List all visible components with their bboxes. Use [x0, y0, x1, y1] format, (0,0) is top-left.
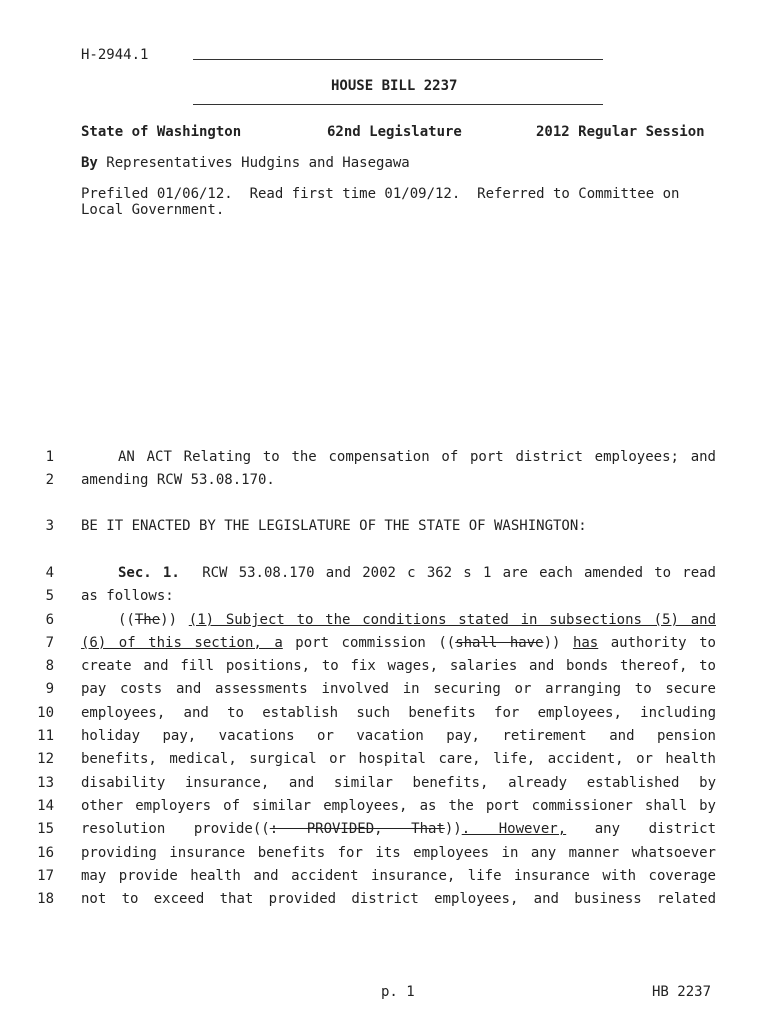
body-line: amending RCW 53.08.170. — [81, 472, 275, 488]
line-number: 15 — [37, 821, 54, 837]
body-line: pay costs and assessments involved in securing or arranging to secure — [81, 681, 716, 697]
legislature-label: 62nd Legislature — [327, 124, 462, 140]
body-line: benefits, medical, surgical or hospital care, life, accident, or health — [81, 751, 716, 767]
line-number: 1 — [45, 449, 54, 465]
by-label: By — [81, 155, 98, 171]
deleted-text: shall have — [455, 635, 544, 651]
bill-footer-id: HB 2237 — [652, 984, 712, 1000]
line-number: 18 — [37, 891, 54, 907]
body-line: may provide health and accident insurance, life insurance with coverage — [81, 868, 716, 884]
header-rule-bottom — [193, 104, 603, 105]
line-number: 5 — [45, 588, 54, 604]
body-line — [81, 635, 716, 651]
text-run: resolution provide(( — [81, 821, 270, 837]
line-number: 7 — [45, 635, 54, 651]
line-number: 10 — [37, 705, 54, 721]
inserted-text: . However, — [461, 821, 567, 837]
prefiled-line-1: Prefiled 01/06/12. Read first time 01/09/12. Referred to Committee on — [81, 186, 680, 202]
prefiled-line-2: Local Government. — [81, 202, 225, 218]
body-line: create and fill positions, to fix wages, salaries and bonds thereof, to — [81, 658, 716, 674]
page-number: p. 1 — [381, 984, 415, 1000]
session-label: 2012 Regular Session — [536, 124, 705, 140]
body-line: not to exceed that provided district employees, and business related — [81, 891, 716, 907]
state-label: State of Washington — [81, 124, 242, 140]
inserted-text: (6) of this section, a — [81, 635, 283, 651]
text-run: )) — [444, 821, 462, 837]
line-number: 6 — [45, 612, 54, 628]
line-number: 3 — [45, 518, 54, 534]
inserted-text: (1) Subject to the conditions stated in subsections (5) and — [188, 612, 717, 628]
inserted-text: has — [572, 635, 599, 651]
enacting-clause: BE IT ENACTED BY THE LEGISLATURE OF THE STATE OF WASHINGTON: — [81, 518, 587, 534]
body-line — [81, 612, 716, 628]
body-line: disability insurance, and similar benefits, already established by — [81, 775, 716, 791]
bill-title: HOUSE BILL 2237 — [331, 78, 458, 94]
body-line: holiday pay, vacations or vacation pay, retirement and pension — [81, 728, 716, 744]
line-number: 11 — [37, 728, 54, 744]
line-number: 2 — [45, 472, 54, 488]
body-line: as follows: — [81, 588, 174, 604]
text-run: (( — [118, 612, 135, 628]
line-number: 17 — [37, 868, 54, 884]
body-line: employees, and to establish such benefits for employees, including — [81, 705, 716, 721]
text-run: )) — [543, 635, 573, 651]
body-line: providing insurance benefits for its employees in any manner whatsoever — [81, 845, 716, 861]
text-run: authority to — [598, 635, 716, 651]
deleted-text: The — [134, 612, 161, 628]
line-number: 14 — [37, 798, 54, 814]
text-run: port commission (( — [282, 635, 456, 651]
line-number: 12 — [37, 751, 54, 767]
deleted-text: : PROVIDED, That — [269, 821, 445, 837]
header-rule-top — [193, 59, 603, 60]
body-line: other employers of similar employees, as the port commissioner shall by — [81, 798, 716, 814]
section-text: RCW 53.08.170 and 2002 c 362 s 1 are each amended to read — [202, 565, 716, 581]
line-number: 13 — [37, 775, 54, 791]
body-line — [81, 821, 716, 837]
line-number: 8 — [45, 658, 54, 674]
text-run: )) — [160, 612, 189, 628]
body-line — [81, 565, 716, 581]
body-line: AN ACT Relating to the compensation of port district employees; and — [118, 449, 716, 465]
line-number: 9 — [45, 681, 54, 697]
line-number: 4 — [45, 565, 54, 581]
section-label: Sec. 1. — [118, 565, 180, 581]
sponsors-line — [81, 155, 410, 171]
document-number: H-2944.1 — [81, 47, 149, 63]
text-run: any district — [566, 821, 717, 837]
sponsors: Representatives Hudgins and Hasegawa — [106, 155, 410, 171]
line-number: 16 — [37, 845, 54, 861]
